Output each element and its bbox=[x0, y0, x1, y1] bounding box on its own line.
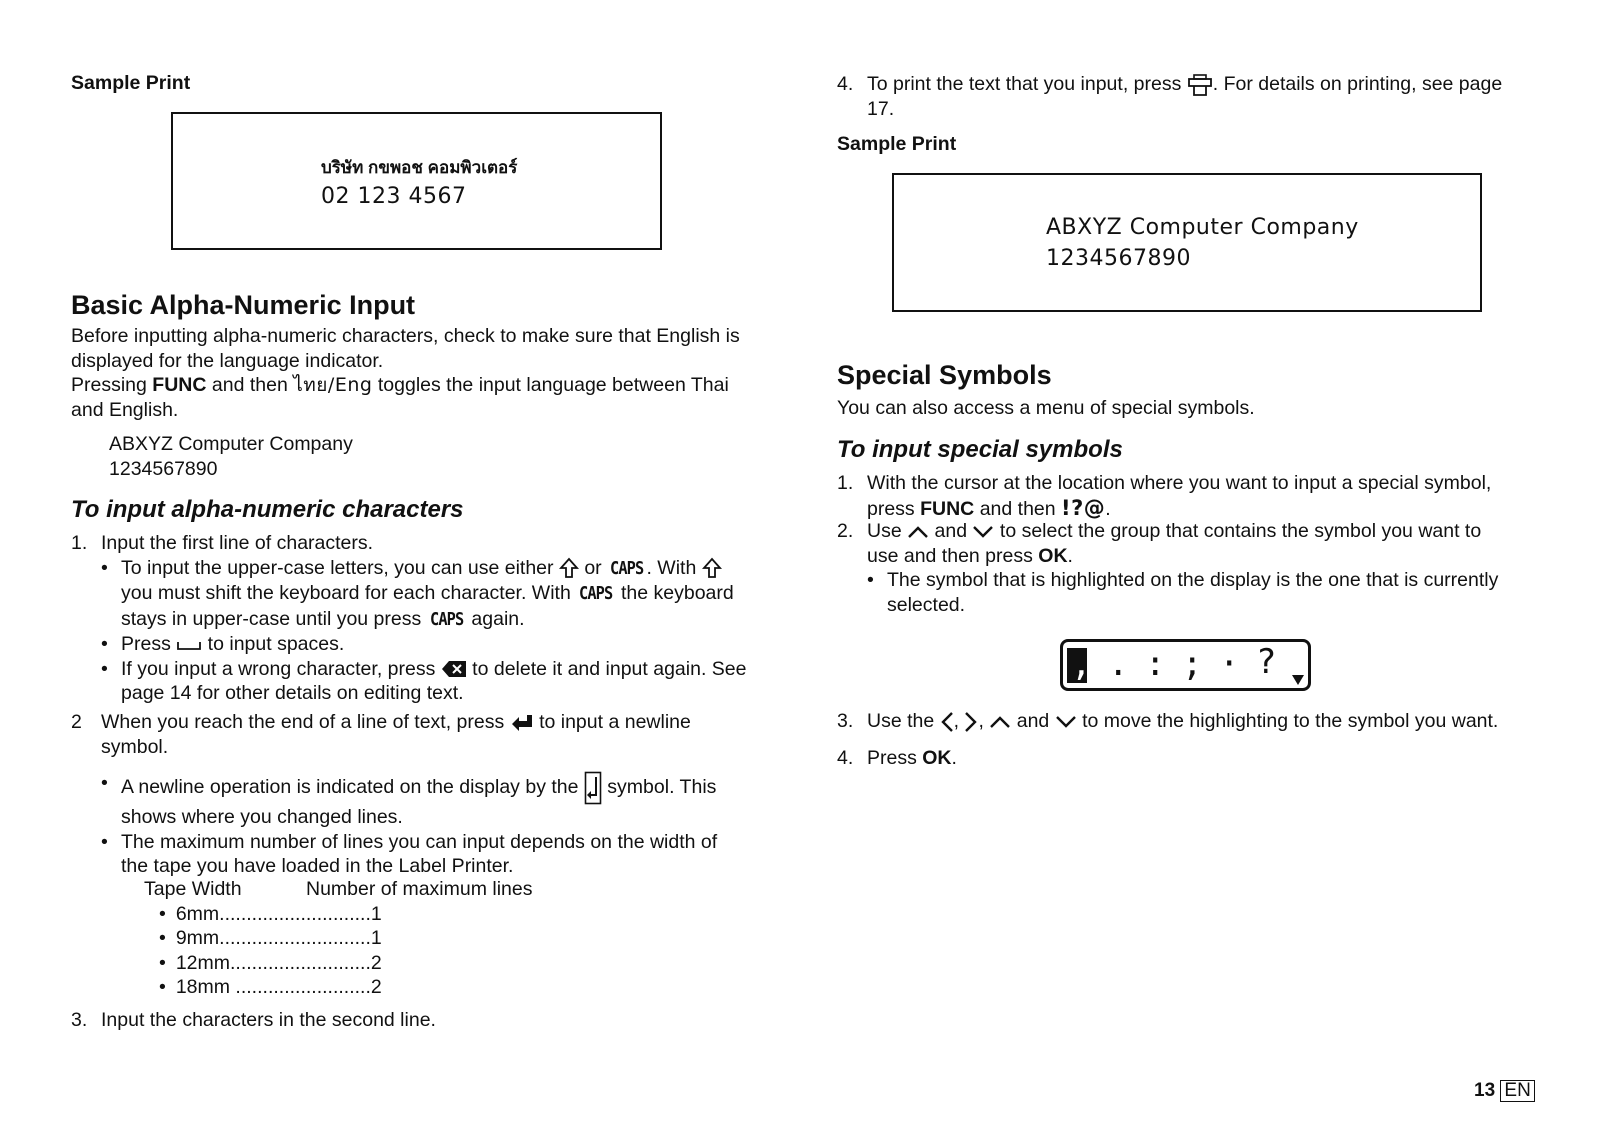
backspace-key-icon bbox=[441, 660, 467, 678]
lcd-symbol-display bbox=[1060, 639, 1311, 691]
shift-key-icon bbox=[559, 557, 579, 579]
table-header bbox=[144, 877, 533, 902]
sample-print-label: Sample Print bbox=[837, 133, 957, 155]
print-step-4: 4. To print the text that you input, press . For details on printing, see page 17. bbox=[837, 73, 1503, 120]
caps-key-label: CAPS bbox=[579, 583, 613, 604]
sample-english-company: ABXYZ Computer Company bbox=[1046, 215, 1359, 240]
intro-line: and English. bbox=[71, 398, 179, 421]
symbol-key-label: !?@ bbox=[1061, 495, 1106, 520]
tape-width-table bbox=[144, 877, 533, 1000]
symbols-step-2: 2. Use and to select the group that contains the symbol you want to use and then press OK. • The symbol that is highlighted on the display is the one that is currently selected. bbox=[837, 519, 1537, 617]
lcd-scroll-down-icon bbox=[1291, 674, 1305, 686]
example-line: ABXYZ Computer Company bbox=[109, 433, 353, 455]
sample-thai-phone: 02 123 4567 bbox=[321, 184, 467, 209]
language-badge: EN bbox=[1500, 1080, 1534, 1102]
func-key-label: FUNC bbox=[152, 374, 207, 396]
func-key-label: FUNC bbox=[920, 497, 975, 520]
step-1-bullet-space: • Press to input spaces. bbox=[101, 633, 345, 655]
page-footer bbox=[1474, 1080, 1535, 1102]
intro-line: displayed for the language indicator. bbox=[71, 349, 384, 372]
heading-special-symbols: Special Symbols bbox=[837, 360, 1052, 390]
step-1-bullet-delete: • If you input a wrong character, press to delete it and input again. See page 14 for other details on editing text. bbox=[101, 657, 747, 704]
step-number: 3. bbox=[837, 710, 854, 732]
caps-key-label: CAPS bbox=[429, 608, 464, 630]
sample-print-label: Sample Print bbox=[71, 72, 191, 94]
step-3 bbox=[71, 1008, 771, 1033]
step-number: 4. bbox=[837, 73, 854, 95]
step-3-text: Input the characters in the second line. bbox=[101, 1009, 436, 1031]
lcd-symbol-middle-dot: · bbox=[1219, 644, 1240, 684]
newline-symbol-icon bbox=[584, 771, 602, 805]
step-number: 1. bbox=[71, 532, 88, 554]
step-1-bullet-uppercase: • To input the upper-case letters, you can use either or CAPS . With you must shift the keyboard for each character. With CAPS the keyboard stays in upper-case until you press CAPS again. bbox=[101, 556, 771, 633]
heading-basic-alpha-numeric: Basic Alpha-Numeric Input bbox=[71, 290, 416, 320]
symbols-step-2-bullet: • The symbol that is highlighted on the display is the one that is currently selected. bbox=[867, 569, 1499, 616]
lcd-symbol-period: . bbox=[1108, 644, 1129, 684]
page-number: 13 bbox=[1474, 1080, 1496, 1101]
step-1-text: Input the first line of characters. bbox=[101, 532, 374, 554]
table-header-tape-width: Tape Width bbox=[144, 878, 242, 900]
example-line: 1234567890 bbox=[109, 457, 218, 480]
step-number: 3. bbox=[71, 1009, 88, 1031]
table-rows bbox=[159, 902, 382, 1000]
sample-thai-company: บริษัท กขพอช คอมพิวเตอร์ bbox=[321, 158, 518, 177]
sample-print-box-thai bbox=[171, 112, 662, 250]
symbols-step-4: 4. Press OK. bbox=[837, 747, 957, 769]
caps-key-label: CAPS bbox=[610, 557, 644, 579]
left-arrow-icon bbox=[940, 711, 954, 733]
up-arrow-icon bbox=[989, 715, 1011, 729]
symbols-step-3: 3. Use the , , and to move the highlighting to the symbol you want. bbox=[837, 710, 1499, 732]
lcd-symbol-semicolon: ; bbox=[1182, 644, 1203, 684]
step-2: 2 When you reach the end of a line of text, press to input a newline symbol. • A newline operation is indicated on the display by the symbol. This shows where you changed lines. • The maximum number of lines you can input depends on the width of the tape you have loaded in the Label Printer. bbox=[71, 710, 771, 879]
step-number: 2. bbox=[837, 520, 854, 542]
ok-key-label: OK bbox=[1038, 544, 1068, 567]
step-1 bbox=[71, 531, 771, 706]
subheading-input-special-symbols: To input special symbols bbox=[837, 436, 1123, 463]
space-key-icon bbox=[176, 638, 202, 652]
lcd-symbol-colon: : bbox=[1145, 644, 1166, 684]
step-2-bullet-max-lines: • The maximum number of lines you can input depends on the width of the tape you have loaded in the Label Printer. bbox=[101, 830, 718, 877]
lcd-symbol-question: ? bbox=[1256, 642, 1277, 682]
step-number: 1. bbox=[837, 472, 854, 494]
shift-key-icon bbox=[702, 557, 722, 579]
step-number: 2 bbox=[71, 711, 82, 733]
sample-print-box-english bbox=[892, 173, 1482, 312]
table-row: • 6mm............................1 bbox=[159, 902, 382, 925]
step-2-bullet-newline: • A newline operation is indicated on the display by the symbol. This shows where you changed lines. bbox=[101, 772, 717, 828]
special-symbols-intro: You can also access a menu of special symbols. bbox=[837, 397, 1255, 419]
intro-line: Pressing FUNC and then ไทย/Eng toggles the input language between Thai bbox=[71, 374, 729, 396]
sample-english-number: 1234567890 bbox=[1046, 246, 1191, 271]
symbols-step-1: 1. With the cursor at the location where you want to input a special symbol, press FUNC and then !?@. bbox=[837, 472, 1492, 520]
lcd-symbol-comma: , bbox=[1071, 644, 1092, 684]
ok-key-label: OK bbox=[922, 747, 952, 769]
down-arrow-icon bbox=[1055, 715, 1077, 729]
intro-line: Before inputting alpha-numeric characters, check to make sure that English is bbox=[71, 325, 740, 347]
table-row: • 18mm .........................2 bbox=[159, 976, 382, 998]
right-arrow-icon bbox=[964, 711, 978, 733]
down-arrow-icon bbox=[972, 525, 994, 539]
print-key-icon bbox=[1187, 73, 1213, 97]
table-header-max-lines: Number of maximum lines bbox=[306, 878, 533, 900]
intro-paragraph bbox=[71, 324, 740, 422]
table-row: • 9mm............................1 bbox=[159, 927, 382, 949]
subheading-input-alpha-numeric: To input alpha-numeric characters bbox=[71, 496, 464, 523]
up-arrow-icon bbox=[907, 525, 929, 539]
example-text bbox=[109, 432, 353, 481]
table-row: • 12mm..........................2 bbox=[159, 951, 382, 974]
enter-key-icon bbox=[510, 713, 534, 733]
step-number: 4. bbox=[837, 747, 854, 769]
thai-eng-key-label: ไทย/Eng bbox=[293, 374, 373, 396]
